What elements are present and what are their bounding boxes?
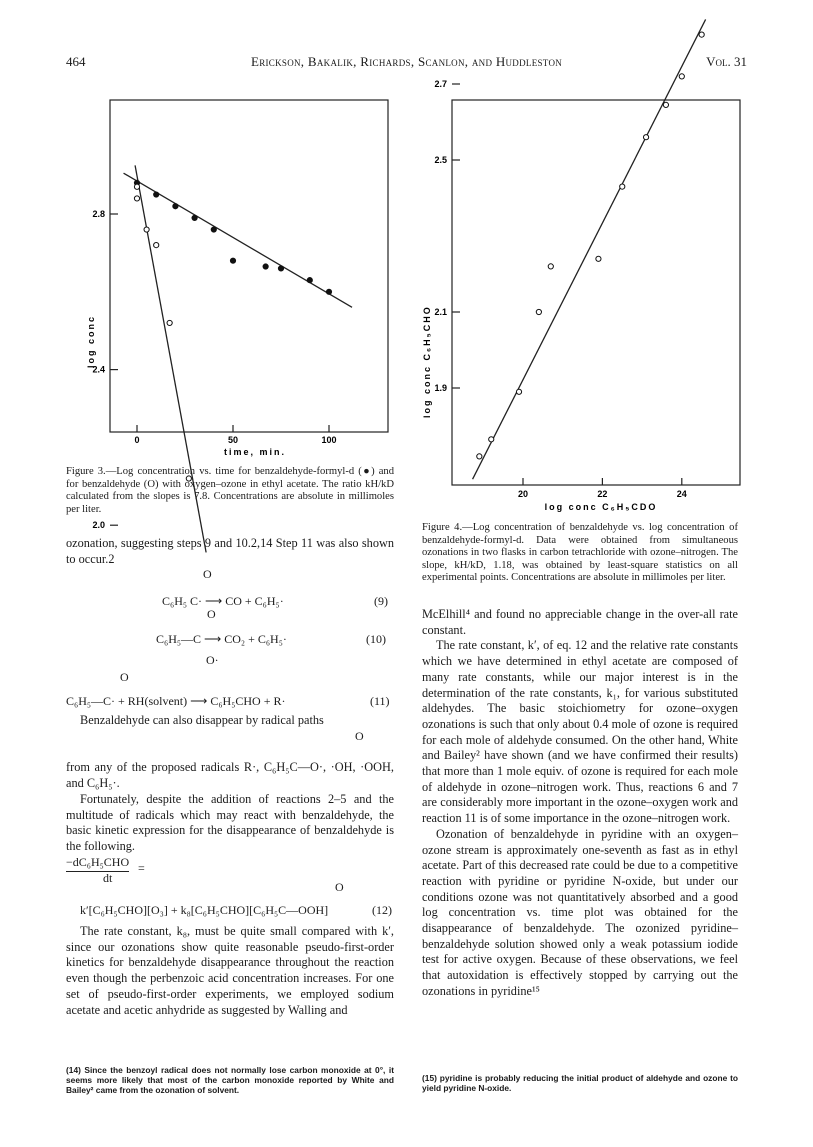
fig3-point-formyl-d bbox=[263, 264, 268, 269]
fig4-ytick-label: 2.5 bbox=[434, 155, 447, 165]
footnote-14: (14) Since the benzoyl radical does not normally lose carbon monoxide at 0°, it seems more likely that most of the carbon monoxide reported by White and Bailey² came from the ozonation of solvent. bbox=[66, 1065, 394, 1096]
eq12-denominator: dt bbox=[103, 871, 113, 885]
eq11-body: C₆H₅—C· + RH(solvent) ⟶ C₆H₅CHO + R· bbox=[66, 694, 286, 708]
eq11-oxygen: O bbox=[120, 670, 129, 684]
figure4-chart bbox=[416, 79, 742, 514]
figure3-caption: Figure 3.—Log concentration vs. time for benzaldehyde-formyl-d (●) and for benzaldehyde (O) with oxygen–ozone in ethyl acetate. The ratio kH/kD calculated from the slopes is 7.8. Concentrations are absolute in millimoles per liter. bbox=[66, 466, 394, 515]
fig3-point-benzaldehyde bbox=[167, 320, 172, 325]
fig3-point-formyl-d bbox=[230, 258, 235, 263]
fig4-xtick-label: 20 bbox=[517, 489, 529, 499]
fig4-point bbox=[536, 309, 541, 314]
eq9-body: C₆H₅ C· ⟶ CO + C₆H₅· bbox=[162, 594, 284, 608]
fig3-ytick-label: 2.4 bbox=[92, 364, 105, 375]
eq10-number: (10) bbox=[366, 632, 386, 646]
eq12-body: k′[C₆H₅CHO][O₃] + k₈[C₆H₅CHO][C₆H₅C—OOH] bbox=[80, 903, 329, 917]
fig3-point-benzaldehyde bbox=[134, 196, 139, 201]
radical-oxygen: O bbox=[355, 729, 364, 743]
fig4-ytick-label: 1.9 bbox=[434, 383, 447, 393]
fig3-point-formyl-d bbox=[154, 192, 159, 197]
fig3-xtick-label: 0 bbox=[134, 435, 140, 445]
fig4-frame bbox=[452, 100, 740, 485]
fig3-point-benzaldehyde bbox=[154, 243, 159, 248]
fig3-point-formyl-d bbox=[326, 289, 331, 294]
fig4-point bbox=[516, 389, 521, 394]
fig4-xtick-label: 22 bbox=[597, 489, 608, 499]
fig4-point bbox=[643, 135, 648, 140]
fig4-xlabel: log conc C₆H₅CDO bbox=[544, 502, 658, 512]
page-number: 464 bbox=[66, 54, 86, 69]
fig3-xtick-label: 100 bbox=[321, 435, 337, 445]
fig3-point-formyl-d bbox=[173, 204, 178, 209]
fig4-point bbox=[663, 102, 668, 107]
fig3-xlabel: time, min. bbox=[223, 447, 287, 457]
fig4-point bbox=[596, 256, 601, 261]
fig4-ytick-label: 2.7 bbox=[434, 79, 447, 89]
eq12-oxygen: O bbox=[335, 880, 344, 894]
fig4-ytick-label: 2.1 bbox=[434, 307, 447, 317]
fig3-point-formyl-d bbox=[307, 278, 312, 283]
fig4-xtick-label: 24 bbox=[676, 489, 687, 499]
fig3-ytick-label: 2.8 bbox=[92, 209, 105, 219]
left-para-3: from any of the proposed radicals R·, C₆H₅C—O·, ·OH, ·OOH, and C₆H₅·. bbox=[66, 760, 394, 790]
volume: Vol. 31 bbox=[706, 54, 747, 69]
eq9-number: (9) bbox=[374, 594, 388, 608]
fig3-frame bbox=[110, 100, 388, 432]
fig4-point bbox=[489, 437, 494, 442]
fig3-ytick-label: 2.0 bbox=[92, 520, 105, 531]
right-para-3: Ozonation of benzaldehyde in pyridine with an oxygen–ozone stream is approximately one-seventh as fast as in ethyl acetate. Part of this decreased rate could be due to a competitive reaction with pyridine or pyridine N-oxide, but under our conditions ozone was not quantitatively absorbed and a good log concentration vs. time plot was obtained for the disappearance of benzaldehyde. The ozonized pyridine–benzaldehyde solution showed only a weak potassium iodide test for active oxygen. Because of these observations, we feel that autoxidation is effectively stopped by carrying out the ozonations in pyridine¹⁵ bbox=[422, 826, 738, 998]
footnote-15: (15) pyridine is probably reducing the initial product of aldehyde and ozone to yield pyridine N-oxide. bbox=[422, 1073, 738, 1094]
eq12-number: (12) bbox=[372, 903, 392, 917]
eq12-equals: = bbox=[138, 861, 145, 875]
fig4-point bbox=[548, 264, 553, 269]
right-para-1: McElhill⁴ and found no appreciable change in the over-all rate constant. bbox=[422, 607, 738, 637]
left-para-1: ozonation, suggesting steps 9 and 10.2,14 Step 11 was also shown to occur.2 bbox=[66, 536, 394, 566]
right-para-2: The rate constant, k′, of eq. 12 and the relative rate constants which we have determined in ethyl acetate are composed of many rate constants, while our major interest is in the determination of the rate constants, k₁, for various substituted aldehydes. The basic stoichiometry for ozone–oxygen ozonations is such that only about 0.4 mole of ozone is required for each mole of aldehyde consumed. On the other hand, White and Bailey² have shown (and we have confirmed their results) that more than 1 mole equiv. of ozone is required for each mole of aldehyde in ozone–nitrogen work. Thus, reactions 6 and 7 are considerably more important in the ozone–oxygen work and reaction 11 is of some importance in the ozone–nitrogen work. bbox=[422, 638, 738, 826]
fig4-point bbox=[620, 184, 625, 189]
fig3-point-formyl-d bbox=[192, 215, 197, 220]
fig3-ylabel: log conc bbox=[86, 314, 96, 368]
running-authors: Erickson, Bakalik, Richards, Scanlon, and Huddleston bbox=[250, 54, 563, 69]
fig4-point bbox=[679, 74, 684, 79]
fig3-point-formyl-d bbox=[278, 266, 283, 271]
eq12-numerator: −dC₆H₅CHO bbox=[66, 855, 129, 872]
fig3-point-formyl-d bbox=[211, 227, 216, 232]
fig3-point-benzaldehyde bbox=[134, 184, 139, 189]
eq9-oxygen: O bbox=[203, 567, 212, 581]
left-para-4: Fortunately, despite the addition of reactions 2–5 and the multitude of radicals which may react with benzaldehyde, the basic kinetic expression for the disappearance of benzaldehyde is the following. bbox=[66, 792, 394, 854]
fig4-ylabel: log conc C₆H₅CHO bbox=[422, 305, 432, 418]
fig4-point bbox=[477, 454, 482, 459]
fig4-point bbox=[699, 32, 704, 37]
eq11-number: (11) bbox=[370, 694, 390, 708]
fig4-fit-line bbox=[473, 19, 706, 479]
fig3-xtick-label: 50 bbox=[227, 435, 239, 445]
eq10-body: C₆H₅—C ⟶ CO₂ + C₆H₅· bbox=[156, 632, 287, 646]
figure4-caption: Figure 4.—Log concentration of benzaldehyde vs. log concentration of benzaldehyde-formyl-d. Data were obtained from simultaneous ozonations in two flasks in carbon tetrachloride with ozone–nitrogen. The slope, kH/kD, 1.18, was obtained by least-square statistics on all experimental points. Concentrations are absolute in millimoles per liter. bbox=[422, 522, 738, 584]
right-column bbox=[422, 607, 738, 1000]
left-para-5: The rate constant, k₈, must be quite small compared with k′, since our ozonations show quite reasonable pseudo-first-order kinetics for benzaldehyde disappearance throughout the reaction even though the perbenzoic acid concentration increases. For one set of pseudo-first-order experiments, we employed sodium acetate and acetic anhydride as suggested by Walling and bbox=[66, 924, 394, 1017]
eq10-oxygen: O bbox=[207, 607, 216, 621]
fig3-point-benzaldehyde bbox=[144, 227, 149, 232]
eq10-oxy-radical: O· bbox=[206, 653, 219, 667]
left-para-2: Benzaldehyde can also disappear by radical paths bbox=[80, 713, 324, 727]
